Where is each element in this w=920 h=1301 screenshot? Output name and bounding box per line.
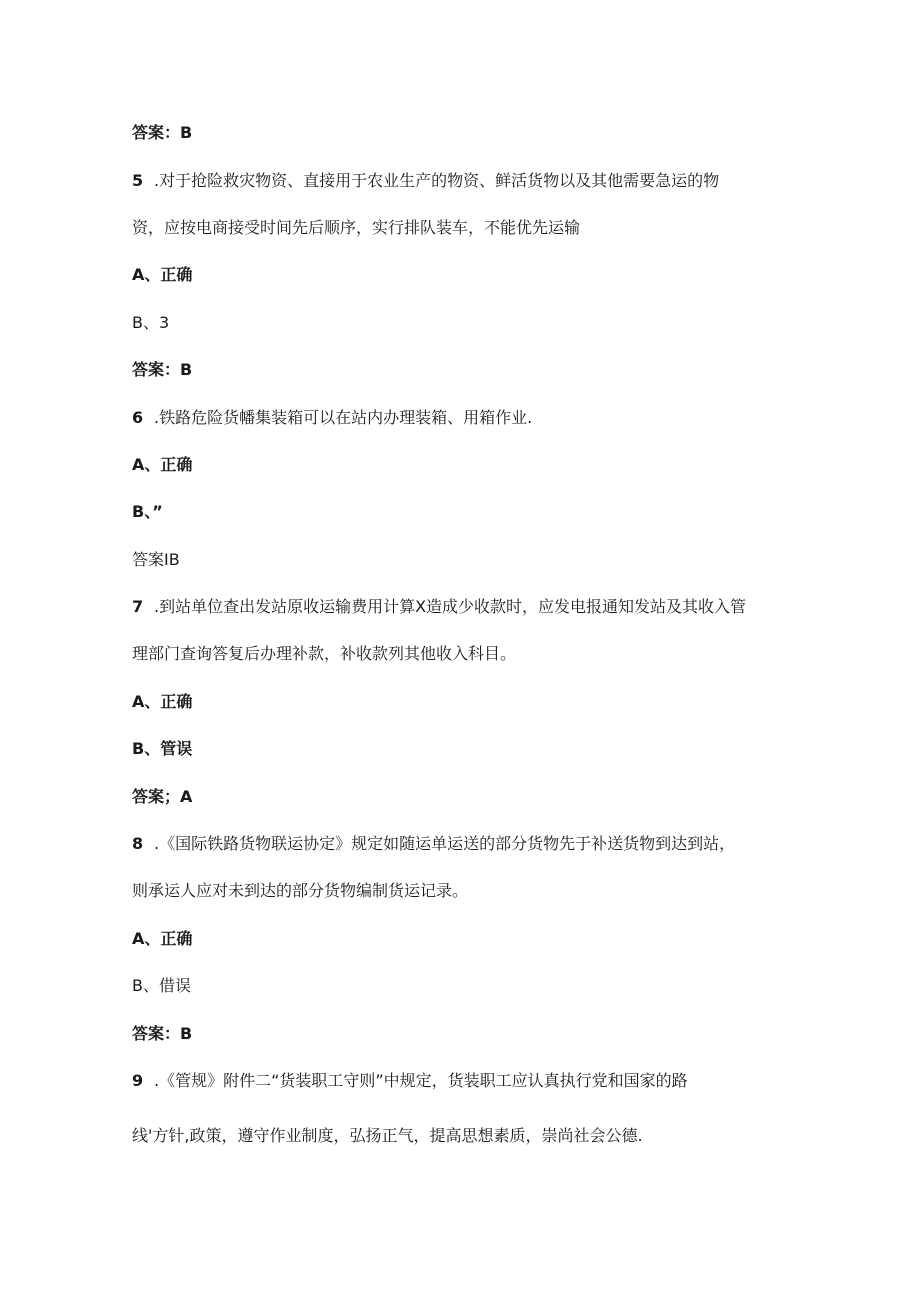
question-number: 7 [132,597,144,616]
answer-4: 答案：B [132,123,193,142]
question-5-line-1: 5 .对于抢险救灾物资、直接用于农业生产的物资、鲜活货物以及其他需要急运的物 [132,171,720,190]
answer-6: 答案IB [132,550,180,569]
question-9-line-2: 线'方针,政策，遵守作业制度，弘扬正气，提高思想素质，崇尚社会公德. [132,1126,643,1145]
question-9-line-1: 9 .《管规》附件二“货装职工守则”中规定，货装职工应认真执行党和国家的路 [132,1071,688,1090]
question-8-option-b: B、借误 [132,976,191,995]
question-7-line-1: 7 .到站单位查出发站原收运输费用计算X造成少收款时，应发电报通知发站及其收入管 [132,597,747,616]
question-6-line-1: 6 .铁路危险货幡集装箱可以在站内办理装箱、用箱作业. [132,408,533,427]
question-8-line-1: 8 .《国际铁路货物联运协定》规定如随运单运送的部分货物先于补送货物到达到站， [132,834,736,853]
question-number: 6 [132,408,144,427]
question-number: 9 [132,1071,144,1090]
question-5-option-a: A、正确 [132,265,193,284]
question-5-option-b: B、3 [132,313,170,332]
question-7-line-2: 理部门查询答复后办理补款，补收款列其他收入科目。 [132,644,517,663]
question-8-line-2: 则承运人应对未到达的部分货物编制货运记录。 [132,881,469,900]
answer-8: 答案：B [132,1024,193,1043]
question-7-option-a: A、正确 [132,692,193,711]
question-5-line-2: 资，应按电商接受时间先后顺序，实行排队装车，不能优先运输 [132,218,581,237]
question-number: 5 [132,171,144,190]
question-6-option-b: B、” [132,502,163,521]
question-7-option-b: B、管误 [132,739,193,758]
question-6-option-a: A、正确 [132,455,193,474]
question-8-option-a: A、正确 [132,929,193,948]
answer-7: 答案；A [132,787,193,806]
question-number: 8 [132,834,144,853]
answer-5: 答案：B [132,360,193,379]
